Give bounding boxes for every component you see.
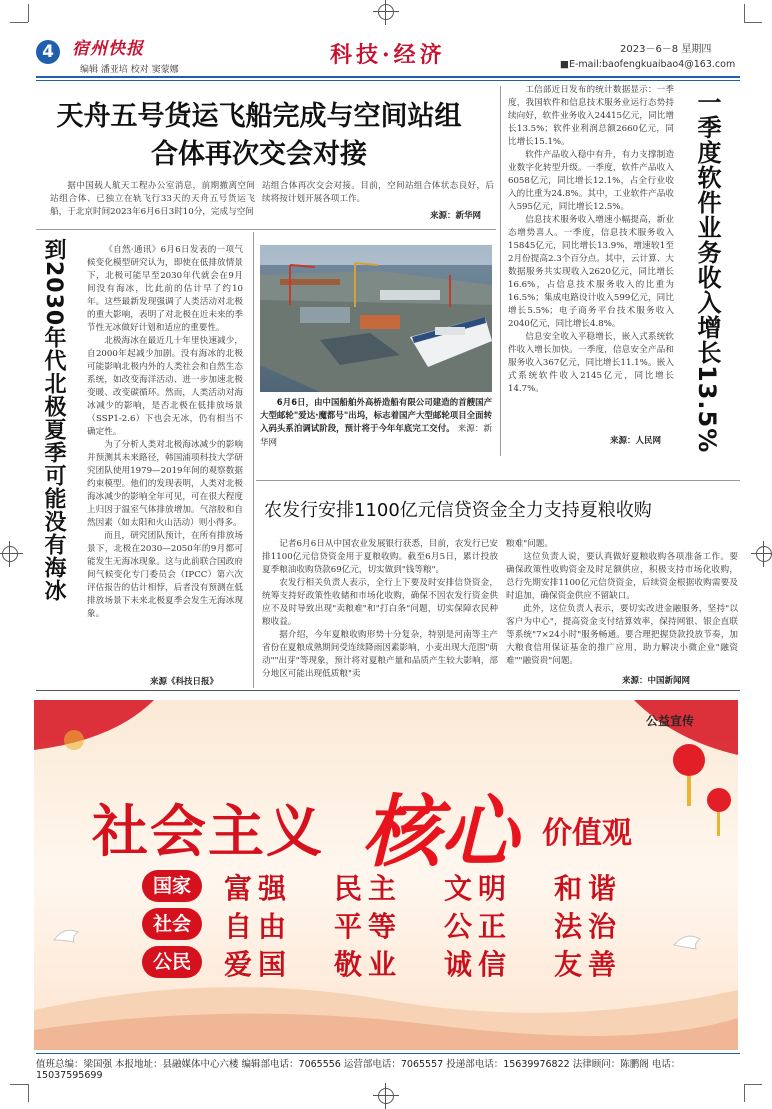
arctic-paragraph: 北极海冰在最近几十年里快速减少，自2000年起减少加剧。没有海冰的北极可能影响北极内外的人类社会和自然生态系统，如改变海洋活动、进一步加速北极变暖、改变碳循环。然而，人类活动对海冰减少的影响，是否北极在低排放场景（SSP1-2.6）下也会无冰，仍有相当不确定性。 (87, 336, 243, 437)
software-body (508, 84, 674, 396)
grain-body-col2 (506, 538, 738, 668)
poster-value: 敬业 (334, 948, 403, 981)
software-headline: 一季度软件业务收入增长13.5% (693, 90, 721, 454)
arctic-body (87, 244, 243, 621)
registration-mark-bottom (378, 1088, 394, 1104)
tianzhou-paragraph: 站组合体再次交会对接。目前，空间站组合体状态良好，后续将按计划开展各项工作。 (262, 181, 494, 204)
divider (253, 232, 254, 688)
crop-line (744, 22, 762, 23)
grain-headline: 农发行安排1100亿元信贷资金全力支持夏粮收购 (264, 500, 652, 521)
poster-value: 民主 (334, 872, 403, 905)
page-number: 4 (36, 40, 60, 64)
issue-date: 2023－6－8 星期四 (620, 44, 712, 55)
software-paragraph: 工信部近日发布的统计数据显示：一季度，我国软件和信息技术服务业运行态势持续向好，软件业务收入24415亿元，同比增长13.5%；软件业利润总额2660亿元，同比增长15.1%。 (508, 85, 674, 147)
arctic-headline: 到2030年代北极夏季可能没有海冰 (41, 238, 66, 603)
poster-value: 文明 (444, 872, 513, 905)
divider (36, 690, 740, 691)
tianzhou-headline (20, 98, 498, 174)
poster-row-label: 社会 (142, 908, 202, 940)
tianzhou-paragraph: 据中国载人航天工程办公室消息，前期撤离空间站组合体、已独立在轨飞行33天的天舟五号货运飞船，于北京时间2023年6月6日3时10分，完成与空间 (50, 181, 255, 217)
divider (500, 86, 501, 456)
tianzhou-headline-line1: 天舟五号货运飞船完成与空间站组 (56, 101, 462, 132)
crop-line (10, 22, 28, 23)
poster-title-left: 社会主义 (92, 800, 324, 865)
poster-value: 平等 (334, 910, 403, 943)
grain-paragraph: 据介绍，今年夏粮收购形势十分复杂，特别是河南等主产省份在夏粮成熟期间受连续降雨因素影响，小麦出现大范围"萌动""出芽"等现象，预计将对夏粮产量和品质产生较大影响，部分地区可能出现低质粮"卖 (262, 630, 498, 679)
grain-paragraph: 记者6月6日从中国农业发展银行获悉，目前，农发行已安排1100亿元信贷资金用于夏粮收购。截至6月5日，累计投放夏季粮油收购贷款69亿元，切实做到"钱等粮"。 (262, 539, 498, 575)
crop-line (28, 4, 29, 22)
arctic-paragraph: 而且，研究团队预计，在所有排放场景下，北极在2030—2050年的9月都可能发生无海冰现象。这与此前联合国政府间气候变化专门委员会（IPCC）第六次评估报告的估计相悖，后者没有预测在低排放场景下未来北极夏季会发生无海冰现象。 (87, 531, 243, 619)
footer-info: 值班总编：梁国强 本报地址：县融媒体中心六楼 编辑部电话：7065556 运营部电话：7065557 投递部电话：15639976822 法律顾问：陈鹏阁 电话：15037595699 (36, 1059, 681, 1081)
tianzhou-headline-line2: 合体再次交会对接 (151, 139, 367, 170)
poster-title (92, 770, 692, 878)
registration-mark-right (756, 546, 772, 562)
staff-credits: 编辑 潘亚培 校对 窦蒙娜 (80, 65, 179, 75)
arctic-paragraph: 《自然·通讯》6月6日发表的一项气候变化模型研究认为，即使在低排放情景下，北极可能早至2030年代就会在9月间没有海冰，比此前的估计早了约10年。这些最新发现强调了人类活动对北极的重大影响，表明了对北极在近未来的季节性无冰做好计划和适应的重要性。 (87, 245, 243, 333)
crop-line (744, 1084, 762, 1085)
cruise-ship-photo (260, 245, 492, 392)
software-paragraph: 信息技术服务收入增速小幅提高，新业态增势喜人。一季度，信息技术服务收入15845亿元，同比增长13.9%，增速较1至2月份提高2.3个百分点。其中，云计算、大数据服务共实现收入2620亿元，同比增长16.6%，占信息技术服务收入的比重为16.5%；集成电路设计收入599亿元，同比增长5.5%；电子商务平台技术服务收入2040亿元，同比增长4.8%。 (508, 215, 674, 329)
poster-tag: 公益宣传 (646, 714, 695, 728)
software-source: 来源：人民网 (610, 436, 662, 446)
crop-line (744, 4, 745, 22)
grain-paragraph: 农发行相关负责人表示，全行上下要及时安排信贷资金，统筹支持好政策性收储和市场化收购，确保不因农发行资金供应不及时导致出现"卖粮难"和"打白条"问题，切实保障农民种粮收益。 (262, 578, 498, 627)
poster-value: 公正 (444, 910, 513, 943)
shipyard-image (260, 245, 492, 392)
divider (36, 229, 496, 230)
poster-title-key: 核心 (362, 787, 519, 878)
grain-source: 来源：中国新闻网 (622, 676, 691, 686)
photo-caption-text: 6月6日，由中国船舶外高桥造船有限公司建造的首艘国产大型邮轮"爱达·魔都号"出坞，标志着国产大型邮轮项目全面转入码头系泊调试阶段，预计将于今年年底完工交付。 (260, 397, 492, 433)
poster-row-label: 国家 (142, 870, 202, 902)
photo-source: 来源：新华网 (260, 424, 492, 448)
poster-row-label: 公民 (142, 946, 202, 978)
poster-value: 友善 (554, 948, 623, 981)
footer-rule (36, 1053, 740, 1054)
poster-value: 富强 (224, 872, 293, 905)
poster-value: 和谐 (554, 872, 623, 905)
grain-body-col1 (262, 538, 498, 681)
divider (256, 480, 740, 481)
public-service-poster (34, 700, 738, 1050)
section-title: 科技·经济 (330, 42, 446, 68)
software-paragraph: 信息安全收入平稳增长，嵌入式系统软件收入增长加快。一季度，信息安全产品和服务收入367亿元，同比增长11.1%。嵌入式系统软件收入2145亿元，同比增长14.7%。 (508, 332, 674, 394)
software-paragraph: 软件产品收入稳中有升，有力支撑制造业数字化转型升级。一季度，软件产品收入6058亿元，同比增长12.1%，占全行业收入的比重为24.8%。其中，工业软件产品收入595亿元，同比增长12.5%。 (508, 150, 674, 212)
header-rule (36, 76, 740, 78)
poster-value: 自由 (224, 910, 293, 943)
grain-paragraph: 此外，这位负责人表示，要切实改进金融服务，坚持"以客户为中心"，提高资金支付结算效率，保持网银、银企直联等系统"7×24小时"服务畅通。要合理把握贷款投放节奏，加大粮食信用保证基金的推广应用，助力解决小微企业"融资难""融资贵"问题。 (506, 604, 738, 666)
crop-line (744, 1084, 745, 1102)
grain-paragraph: 粮难"问题。 (506, 539, 553, 549)
arctic-paragraph: 为了分析人类对北极海冰减少的影响并预测其未来路径，韩国浦项科技大学研究团队使用1979—2019年间的观察数据约束模型。他们的发现表明，人类对北极海冰减少的影响全年可见，可在很大程度上归因于温室气体排放增加。气溶胶和自然因素（如太阳和火山活动）则小得多。 (87, 440, 243, 528)
crop-line (10, 1084, 28, 1085)
arctic-source: 来源《科技日报》 (150, 677, 219, 687)
tianzhou-body-col1 (50, 180, 255, 219)
photo-caption (260, 396, 492, 450)
poster-title-right: 价值观 (542, 816, 632, 851)
header-rule (36, 80, 740, 81)
poster-value: 爱国 (224, 948, 293, 981)
poster-value: 诚信 (444, 948, 513, 981)
contact-email: ■E-mail:baofengkuaibao4@163.com (560, 59, 736, 70)
registration-mark-left (2, 546, 18, 562)
registration-mark-top (378, 4, 394, 20)
tianzhou-body-col2 (262, 180, 494, 206)
poster-value: 法治 (554, 910, 623, 943)
grain-paragraph: 这位负责人说，要认真做好夏粮收购各项准备工作。要确保政策性收购资金及时足额供应，积极支持市场化收购，总行先期安排1100亿元信贷资金，后续资金根据收购需要及时追加，确保资金供应不留缺口。 (506, 552, 738, 601)
masthead-logo: 宿州快报 (72, 39, 144, 59)
tianzhou-source: 来源：新华网 (430, 211, 482, 221)
crop-line (28, 1084, 29, 1102)
